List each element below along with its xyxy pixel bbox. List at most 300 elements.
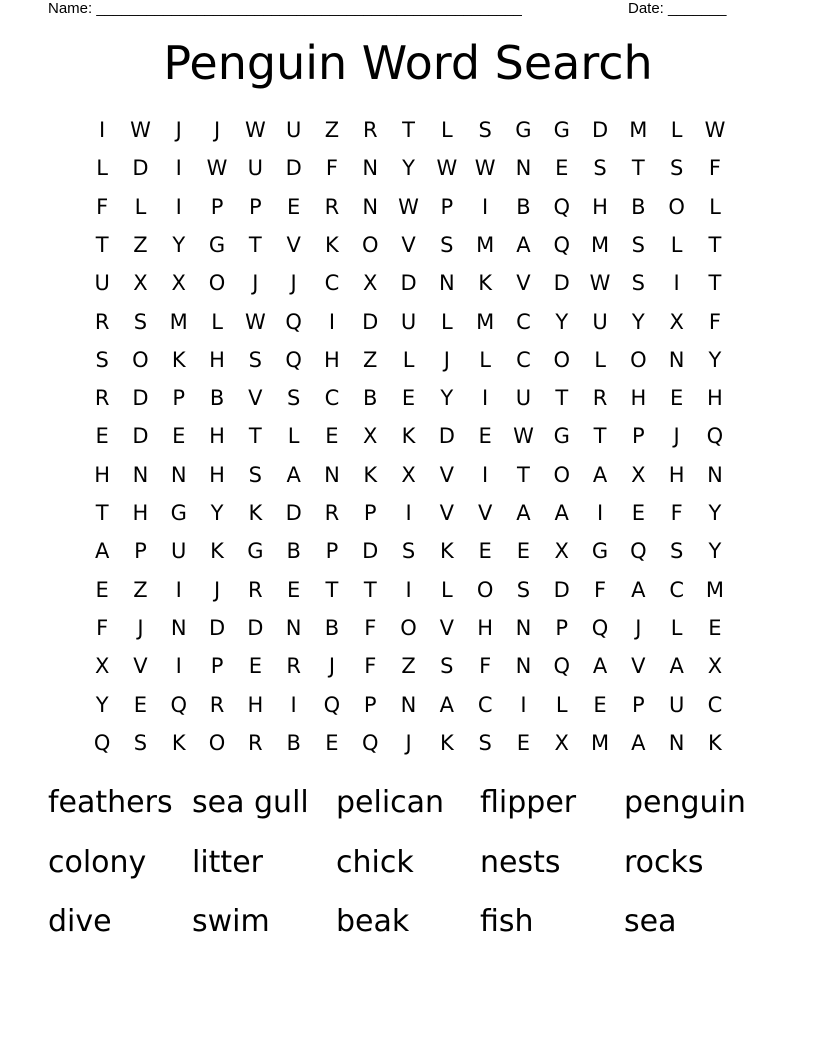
grid-row [83,456,733,494]
grid-letter: K [325,232,339,257]
grid-letter: A [669,654,684,679]
grid-letter: W [704,118,726,142]
grid-letter: Z [324,118,340,142]
grid-letter: S [133,309,148,334]
grid-letter: P [325,539,339,564]
grid-letter: I [482,194,489,219]
grid-letter: U [94,271,110,296]
grid-letter: Q [706,424,724,449]
grid-letter: Q [553,194,570,219]
grid-row [83,686,733,724]
grid-letter: F [479,654,492,679]
search-word: beak [336,904,410,939]
grid-letter: U [668,692,685,717]
grid-letter: D [553,577,570,602]
grid-letter: I [482,386,489,411]
grid-letter: M [705,577,724,602]
grid-letter: X [631,462,646,487]
grid-letter: H [209,424,225,449]
grid-letter: O [476,577,494,602]
search-word: penguin [624,785,746,820]
grid-letter: Q [285,309,302,334]
grid-row [83,341,733,379]
grid-letter: N [515,615,532,640]
grid-letter: S [133,730,148,755]
grid-letter: V [439,462,455,487]
grid-letter: R [248,577,263,602]
grid-letter: W [206,156,228,181]
grid-letter: C [707,692,723,717]
grid-letter: W [436,156,458,181]
grid-letter: W [130,118,151,142]
grid-letter: L [479,347,491,372]
grid-letter: A [554,501,569,525]
grid-letter: S [95,347,109,372]
grid-row [83,647,733,685]
grid-letter: H [247,692,264,717]
grid-letter: E [133,692,148,717]
grid-letter: D [400,271,417,296]
grid-letter: Y [172,232,186,257]
grid-letter: W [513,424,534,449]
grid-letter: J [673,424,680,449]
grid-letter: Z [401,654,416,679]
grid-letter: V [286,232,301,257]
grid-letter: D [362,309,379,334]
grid-row [83,532,733,570]
grid-letter: L [211,309,223,334]
grid-letter: Y [402,156,415,181]
grid-letter: D [285,501,302,525]
grid-letter: D [285,156,302,181]
grid-letter: X [401,462,416,487]
grid-letter: I [596,501,604,525]
grid-letter: S [593,156,607,181]
grid-letter: K [171,347,186,372]
name-field-label: Name: ___________________________________________________ [48,0,522,17]
grid-letter: D [132,424,149,449]
grid-letter: N [668,347,685,372]
grid-letter: Q [170,692,187,717]
grid-letter: S [248,347,262,372]
grid-letter: D [132,156,149,181]
grid-letter: P [363,501,377,525]
grid-letter: E [516,539,531,564]
grid-letter: B [209,386,225,411]
grid-letter: Z [133,577,148,602]
grid-letter: P [363,692,377,717]
grid-letter: S [286,386,301,411]
date-field-label: Date: _______ [628,0,727,17]
grid-letter: K [478,271,493,296]
word-row [48,836,778,890]
grid-letter: S [440,654,454,679]
grid-letter: P [134,539,147,564]
grid-letter: H [324,347,340,372]
grid-letter: B [516,194,531,219]
grid-letter: A [592,654,608,679]
grid-letter: K [401,424,416,449]
grid-letter: E [325,730,339,755]
grid-letter: O [553,462,570,487]
grid-letter: I [405,577,412,602]
grid-letter: O [208,730,226,755]
grid-letter: H [592,194,608,219]
grid-letter: M [590,232,610,257]
grid-letter: T [708,232,722,257]
grid-letter: L [402,347,415,372]
grid-letter: T [95,501,109,525]
grid-letter: Y [631,309,645,334]
grid-letter: C [477,692,493,717]
grid-letter: X [707,654,723,679]
search-word: flipper [480,785,577,820]
grid-letter: T [555,386,569,411]
grid-letter: A [631,577,646,602]
grid-row [83,609,733,647]
grid-letter: Q [553,654,570,679]
grid-letter: R [324,501,340,525]
grid-letter: L [594,347,606,372]
page-title: Penguin Word Search [163,36,653,90]
search-word: swim [192,904,270,939]
grid-letter: F [96,194,109,219]
grid-letter: Y [555,309,569,334]
grid-letter: E [478,539,492,564]
grid-letter: M [629,118,648,142]
grid-letter: R [94,386,110,411]
grid-letter: N [324,462,340,487]
grid-letter: Q [553,232,570,257]
grid-letter: N [170,462,187,487]
grid-letter: I [175,577,182,602]
grid-letter: N [170,615,187,640]
search-word: sea [624,904,677,939]
grid-letter: E [516,730,531,755]
grid-letter: A [516,501,531,525]
grid-letter: X [669,309,684,334]
grid-letter: P [632,692,645,717]
grid-letter: C [324,271,340,296]
grid-letter: T [708,271,722,296]
grid-letter: W [474,156,496,181]
grid-letter: K [439,539,454,564]
grid-letter: D [438,424,455,449]
grid-letter: S [669,156,684,181]
grid-letter: X [171,271,186,296]
grid-letter: V [631,654,646,679]
grid-letter: D [553,271,570,296]
grid-letter: F [96,615,109,640]
grid-letter: L [134,194,147,219]
grid-letter: R [324,194,340,219]
grid-letter: I [175,194,182,219]
grid-letter: E [95,424,109,449]
grid-letter: A [516,232,531,257]
grid-letter: J [175,118,182,142]
grid-letter: O [132,347,149,372]
grid-row [83,571,733,609]
grid-letter: F [593,577,607,602]
grid-letter: N [668,730,685,755]
grid-letter: R [592,386,608,411]
grid-letter: Y [708,347,722,372]
grid-letter: C [516,347,531,372]
grid-letter: S [478,118,492,142]
grid-letter: L [670,615,683,640]
word-row [48,895,778,949]
grid-letter: Y [440,386,454,411]
grid-letter: Z [133,232,148,257]
grid-letter: F [325,156,338,181]
grid-letter: B [286,730,301,755]
grid-letter: W [244,118,266,142]
grid-letter: T [363,577,377,602]
grid-letter: G [515,118,532,142]
grid-letter: A [592,462,608,487]
grid-letter: I [482,462,489,487]
grid-letter: I [175,654,182,679]
grid-letter: V [477,501,493,525]
letter-grid [83,111,733,761]
grid-letter: J [252,271,259,296]
grid-letter: U [247,156,264,181]
grid-letter: F [708,309,721,334]
search-word: nests [480,844,561,880]
grid-letter: O [668,194,685,219]
search-word: colony [48,844,147,880]
grid-letter: R [286,654,301,679]
grid-letter: E [593,692,607,717]
grid-letter: D [362,539,379,564]
grid-letter: A [94,539,110,564]
grid-row [83,149,733,187]
grid-letter: C [669,577,684,602]
grid-letter: Y [95,692,109,717]
grid-letter: W [244,309,266,334]
grid-letter: K [248,501,263,525]
header-line [48,0,748,20]
grid-letter: B [363,386,378,411]
grid-letter: D [132,386,149,411]
grid-letter: G [208,232,226,257]
grid-letter: T [248,232,262,257]
search-word: chick [336,844,414,880]
grid-letter: H [209,347,225,372]
grid-letter: K [171,730,186,755]
search-word: rocks [624,844,704,880]
grid-letter: E [287,577,301,602]
grid-letter: U [400,309,417,334]
grid-letter: Q [361,730,379,755]
grid-letter: F [364,654,377,679]
grid-letter: H [630,386,647,411]
grid-letter: L [440,118,453,142]
grid-letter: T [95,232,109,257]
grid-letter: Y [210,501,224,525]
grid-letter: T [402,118,415,142]
grid-letter: R [209,692,225,717]
grid-letter: L [670,232,683,257]
grid-letter: A [286,462,301,487]
grid-letter: X [363,271,378,296]
grid-letter: X [554,730,569,755]
grid-letter: S [669,539,684,564]
grid-letter: G [170,501,187,525]
grid-letter: J [328,654,336,679]
grid-letter: R [362,118,378,142]
grid-letter: K [439,730,454,755]
grid-letter: D [591,118,609,142]
grid-letter: V [401,232,416,257]
grid-letter: G [553,118,570,142]
grid-letter: X [363,424,378,449]
grid-letter: W [589,271,611,296]
grid-letter: Y [708,501,722,525]
grid-letter: J [635,615,642,640]
grid-letter: L [709,194,721,219]
grid-letter: U [515,386,532,411]
grid-letter: D [247,615,264,640]
grid-letter: V [439,501,455,525]
grid-row [83,379,733,417]
grid-letter: P [555,615,569,640]
grid-letter: O [208,271,226,296]
grid-letter: E [248,654,262,679]
grid-letter: E [172,424,186,449]
grid-letter: C [516,309,531,334]
grid-letter: I [99,118,106,142]
grid-row [83,111,733,149]
grid-letter: L [440,577,453,602]
grid-row [83,724,733,762]
grid-letter: L [670,118,683,142]
grid-row [83,494,733,532]
grid-letter: U [285,118,302,142]
grid-letter: E [708,615,722,640]
grid-letter: E [401,386,416,411]
grid-letter: J [290,271,297,296]
grid-letter: F [670,501,683,525]
search-word: fish [480,904,534,939]
grid-letter: S [631,271,645,296]
grid-letter: N [438,271,455,296]
grid-letter: G [591,539,609,564]
grid-letter: Q [630,539,647,564]
grid-letter: I [328,309,336,334]
grid-letter: E [95,577,109,602]
grid-letter: O [400,615,417,640]
grid-letter: N [285,615,302,640]
grid-letter: O [553,347,570,372]
grid-letter: P [172,386,186,411]
grid-letter: L [96,156,108,181]
grid-letter: I [175,156,182,181]
grid-letter: B [286,539,301,564]
grid-letter: E [555,156,569,181]
grid-letter: E [287,194,301,219]
grid-letter: Q [323,692,341,717]
grid-letter: G [553,424,570,449]
grid-row [83,264,733,302]
grid-letter: B [324,615,340,640]
grid-letter: H [209,462,225,487]
grid-letter: V [439,615,455,640]
grid-letter: N [707,462,723,487]
grid-letter: Q [591,615,609,640]
search-word: pelican [336,785,445,820]
search-word: sea gull [192,785,309,820]
grid-letter: E [325,424,339,449]
grid-letter: H [477,615,494,640]
grid-letter: R [248,730,263,755]
grid-letter: N [515,654,532,679]
grid-row [83,303,733,341]
grid-letter: R [94,309,110,334]
grid-letter: X [554,539,569,564]
grid-letter: Y [708,539,722,564]
search-word: feathers [48,785,173,820]
grid-letter: H [668,462,685,487]
grid-letter: P [440,194,454,219]
grid-letter: B [631,194,646,219]
grid-letter: L [555,692,568,717]
grid-letter: V [248,386,263,411]
search-word: litter [192,844,263,880]
grid-letter: C [324,386,340,411]
grid-letter: V [516,271,531,296]
grid-letter: A [631,730,646,755]
grid-letter: K [708,730,722,755]
grid-letter: P [249,194,262,219]
grid-letter: J [405,730,412,755]
grid-letter: J [213,577,221,602]
grid-row [83,417,733,455]
grid-letter: T [248,424,262,449]
grid-letter: P [632,424,645,449]
grid-letter: T [325,577,339,602]
grid-letter: H [132,501,149,525]
grid-letter: K [210,539,224,564]
grid-letter: E [670,386,684,411]
grid-letter: N [515,156,532,181]
grid-letter: U [592,309,608,334]
grid-letter: F [364,615,377,640]
grid-letter: A [439,692,455,717]
grid-letter: T [517,462,530,487]
grid-letter: J [443,347,450,372]
grid-letter: V [133,654,148,679]
grid-letter: L [287,424,300,449]
grid-letter: S [248,462,262,487]
grid-row [83,188,733,226]
grid-letter: N [362,194,379,219]
grid-letter: S [401,539,416,564]
grid-letter: H [94,462,111,487]
grid-letter: N [132,462,149,487]
grid-letter: X [133,271,148,296]
grid-letter: S [440,232,454,257]
grid-letter: T [593,424,607,449]
grid-letter: G [247,539,264,564]
grid-letter: J [137,615,144,640]
grid-letter: Q [285,347,302,372]
grid-letter: W [398,194,419,219]
grid-letter: J [213,118,221,142]
grid-letter: O [361,232,379,257]
grid-letter: U [171,539,187,564]
grid-letter: I [673,271,680,296]
